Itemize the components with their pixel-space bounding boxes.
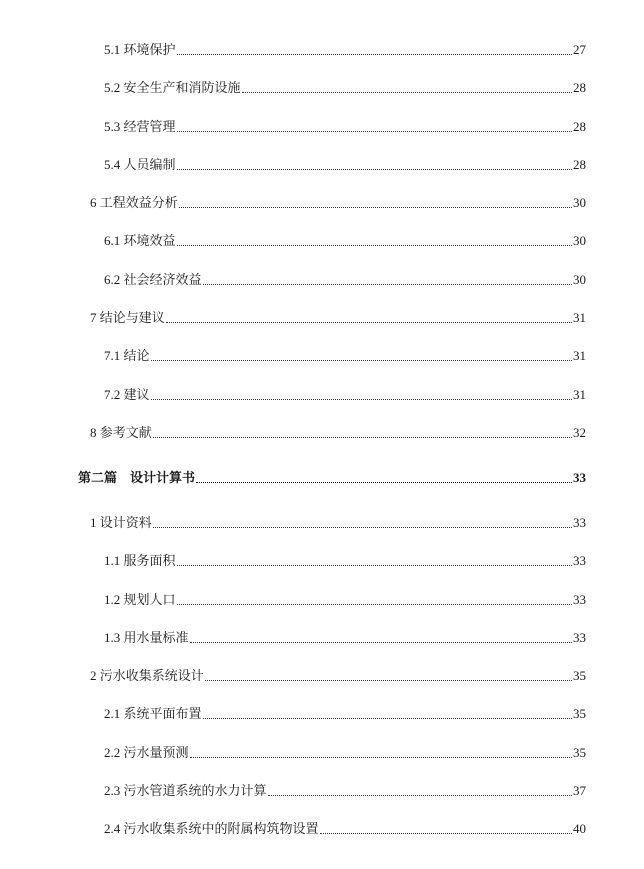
toc-entry[interactable]	[0, 628, 644, 666]
toc-entry-page-number: 27	[573, 42, 586, 57]
dot-leader	[196, 468, 572, 483]
toc-entry-page-number: 32	[573, 424, 586, 440]
toc-entry[interactable]	[0, 666, 644, 704]
dot-leader	[268, 781, 572, 796]
toc-entry-page-number: 28	[573, 118, 586, 134]
toc-entry-page-number: 28	[573, 156, 586, 172]
toc-entry[interactable]	[0, 346, 644, 384]
toc-entry[interactable]	[0, 590, 644, 628]
dot-leader	[177, 590, 572, 605]
toc-entry-page-number: 33	[573, 591, 586, 607]
toc-entry-title: 6.2 社会经济效益	[104, 270, 202, 290]
dot-leader	[153, 513, 572, 528]
toc-entry-page-number: 30	[573, 195, 586, 211]
dot-leader	[177, 231, 572, 246]
toc-entry[interactable]	[0, 155, 644, 193]
dot-leader	[177, 155, 572, 170]
toc-entry-title: 2 污水收集系统设计	[90, 666, 204, 686]
toc-entry-title: 2.2 污水量预测	[104, 743, 189, 763]
toc-entry[interactable]	[0, 231, 644, 269]
dot-leader	[151, 346, 572, 361]
toc-entry[interactable]	[0, 117, 644, 155]
dot-leader	[242, 78, 572, 93]
table-of-contents	[0, 40, 644, 858]
toc-entry-page-number: 31	[573, 348, 586, 364]
toc-entry-title: 6 工程效益分析	[90, 193, 178, 213]
toc-entry-page-number: 33	[573, 469, 586, 485]
toc-entry-title: 1.3 用水量标准	[104, 628, 189, 648]
toc-entry[interactable]	[0, 704, 644, 742]
toc-entry-page-number: 33	[573, 514, 586, 530]
dot-leader	[177, 117, 572, 132]
toc-entry-title: 第二篇 设计计算书	[78, 468, 195, 488]
toc-entry-page-number: 30	[573, 271, 586, 287]
toc-entry-title: 2.1 系统平面布置	[104, 704, 202, 724]
toc-entry-title: 2.3 污水管道系统的水力计算	[104, 781, 267, 801]
dot-leader	[153, 423, 572, 438]
toc-entry[interactable]	[0, 193, 644, 231]
toc-entry-title: 1.1 服务面积	[104, 551, 176, 571]
toc-entry-page-number: 35	[573, 744, 586, 760]
toc-entry-page-number: 40	[573, 821, 586, 837]
toc-entry-title: 7.2 建议	[104, 385, 150, 405]
dot-leader	[203, 270, 572, 285]
toc-entry-title: 2.4 污水收集系统中的附属构筑物设置	[104, 819, 319, 839]
dot-leader	[179, 193, 572, 208]
toc-entry[interactable]	[0, 423, 644, 461]
dot-leader	[151, 385, 572, 400]
toc-entry[interactable]	[0, 385, 644, 423]
toc-entry-title: 1.2 规划人口	[104, 590, 176, 610]
toc-entry[interactable]	[0, 781, 644, 819]
toc-entry-page-number: 35	[573, 668, 586, 684]
dot-leader	[203, 704, 572, 719]
toc-entry-title: 7.1 结论	[104, 346, 150, 366]
toc-entry-title: 6.1 环境效益	[104, 231, 176, 251]
dot-leader	[320, 819, 572, 834]
toc-entry-page-number: 28	[573, 80, 586, 96]
toc-entry-page-number: 37	[573, 783, 586, 799]
toc-entry-title: 5.1 环境保护	[104, 40, 176, 60]
toc-entry-title: 8 参考文献	[90, 423, 152, 443]
toc-entry-page-number: 33	[573, 629, 586, 645]
toc-entry[interactable]	[0, 743, 644, 781]
toc-entry[interactable]	[0, 40, 644, 78]
toc-entry-title: 5.3 经营管理	[104, 117, 176, 137]
toc-entry-title: 5.2 安全生产和消防设施	[104, 78, 241, 98]
toc-entry[interactable]	[0, 513, 644, 551]
toc-entry[interactable]	[0, 78, 644, 116]
toc-entry[interactable]	[0, 270, 644, 308]
dot-leader	[177, 40, 572, 55]
toc-entry-page-number: 31	[573, 310, 586, 326]
toc-entry[interactable]	[0, 551, 644, 589]
toc-entry-page-number: 31	[573, 386, 586, 402]
dot-leader	[190, 628, 572, 643]
toc-entry-title: 5.4 人员编制	[104, 155, 176, 175]
toc-entry[interactable]	[0, 819, 644, 857]
toc-entry-page-number: 35	[573, 706, 586, 722]
toc-entry[interactable]	[0, 308, 644, 346]
dot-leader	[205, 666, 572, 681]
toc-entry-page-number: 33	[573, 553, 586, 569]
toc-part-heading[interactable]	[0, 468, 644, 513]
dot-leader	[177, 551, 572, 566]
dot-leader	[166, 308, 572, 323]
toc-entry-page-number: 30	[573, 233, 586, 249]
dot-leader	[190, 743, 572, 758]
toc-entry-title: 7 结论与建议	[90, 308, 165, 328]
toc-entry-title: 1 设计资料	[90, 513, 152, 533]
